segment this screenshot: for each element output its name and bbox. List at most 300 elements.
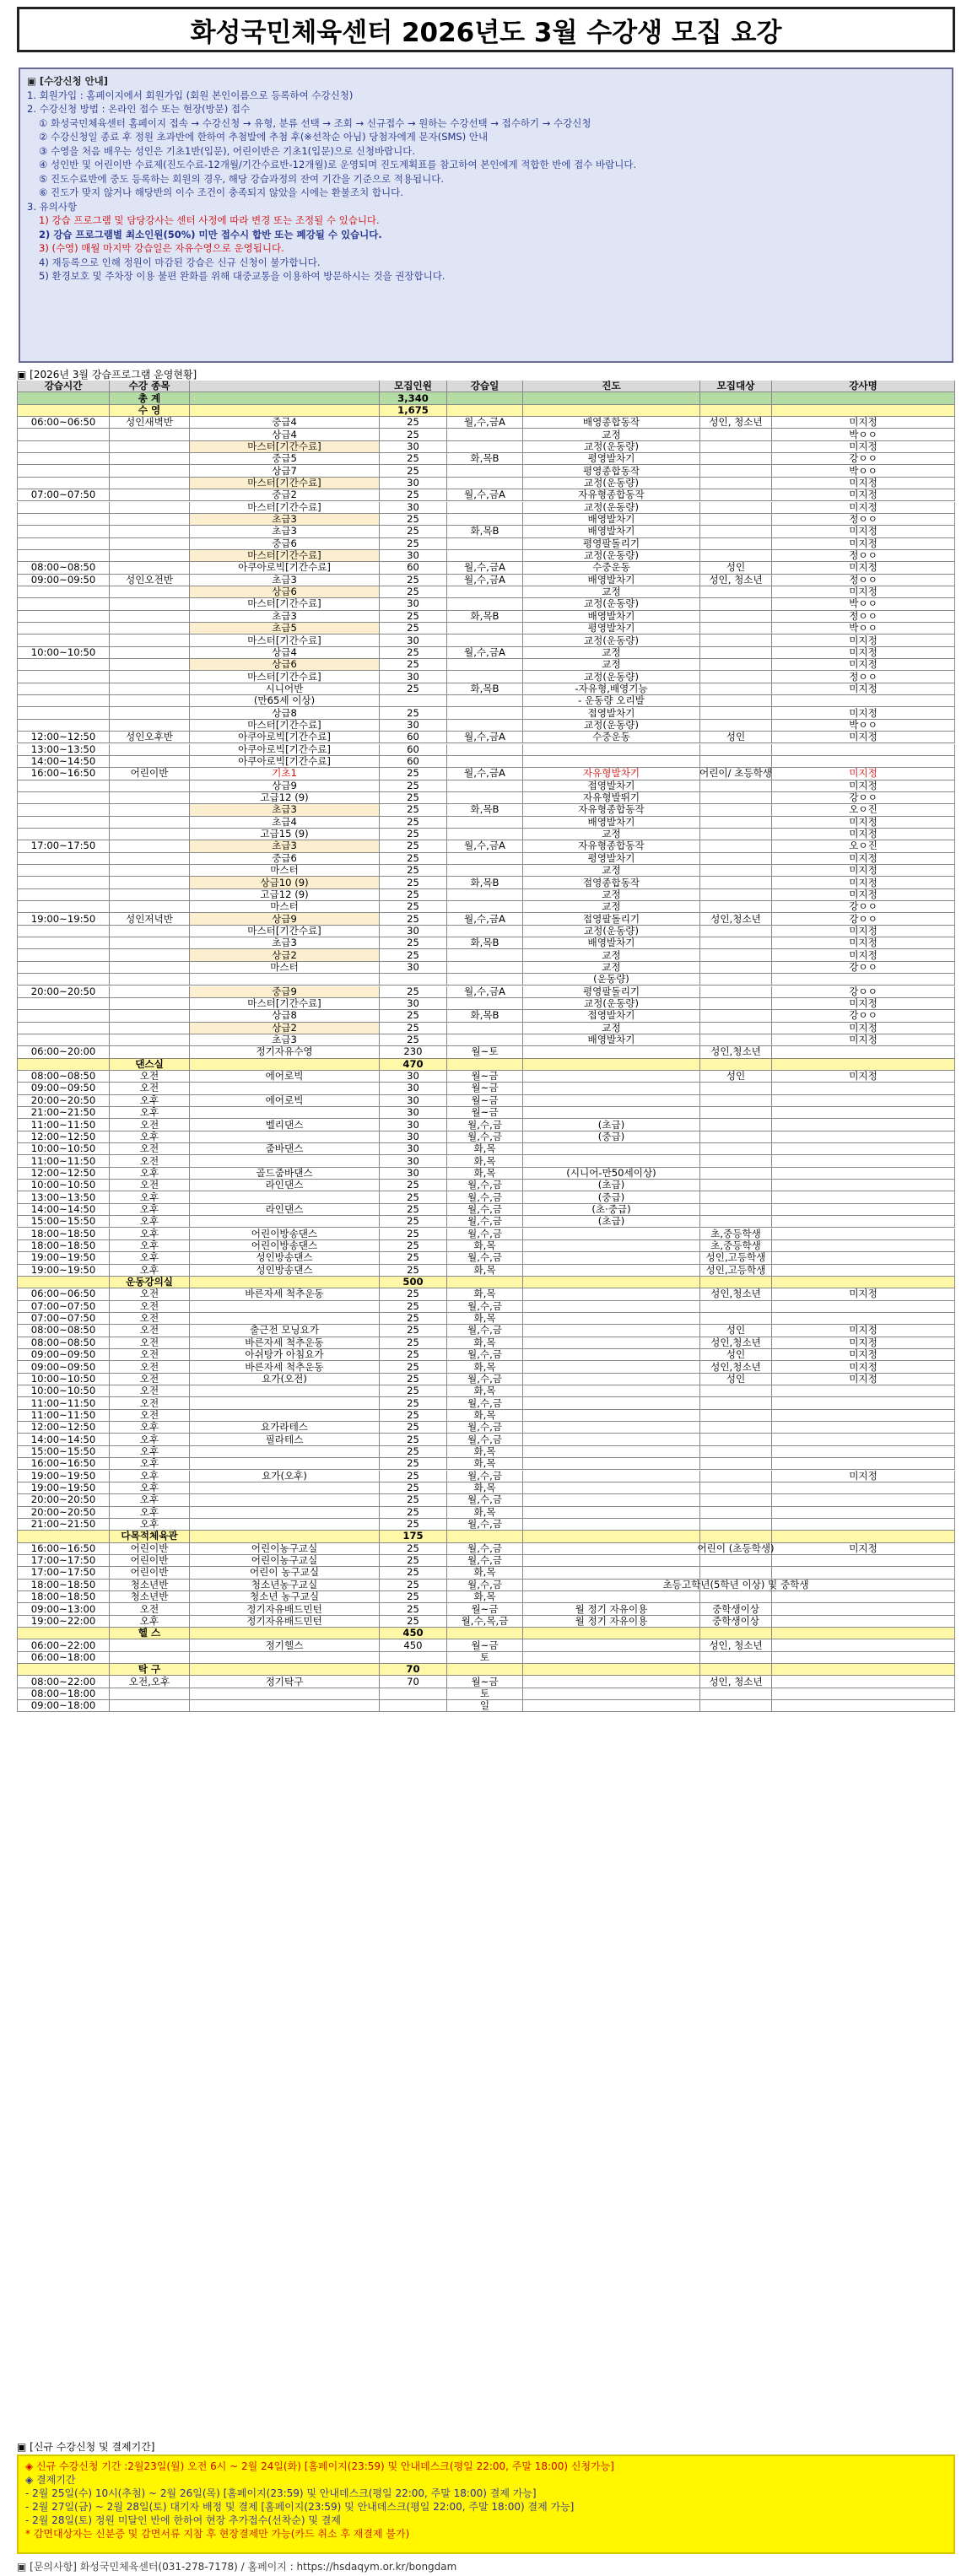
notice-line: 4) 재등록으로 인해 정원이 마감된 강습은 신규 신청이 불가합니다. <box>39 256 321 268</box>
capacity-cell: 25 <box>380 1422 447 1434</box>
time-cell <box>17 780 110 792</box>
progress-cell: 월 정기 자유이용 <box>523 1616 700 1628</box>
capacity-cell: 25 <box>380 817 447 829</box>
group-cell: 오후 <box>110 1204 190 1216</box>
progress-cell <box>523 1494 700 1506</box>
capacity-cell: 25 <box>380 1301 447 1313</box>
progress-cell: 배영발차기 <box>523 817 700 829</box>
capacity-cell: 25 <box>380 489 447 501</box>
group-cell <box>110 1010 190 1022</box>
table-row <box>17 1131 955 1143</box>
target-cell <box>700 1422 772 1434</box>
capacity-cell: 25 <box>380 465 447 477</box>
time-cell <box>17 937 110 949</box>
days-cell <box>447 1059 523 1071</box>
progress-cell <box>523 1531 700 1542</box>
instructor-cell <box>772 1410 955 1422</box>
group-cell: 어린이반 <box>110 1555 190 1567</box>
instructor-cell: 미지정 <box>772 478 955 489</box>
days-cell: 화,목 <box>447 1458 523 1470</box>
time-cell: 08:00~22:00 <box>17 1676 110 1688</box>
days-cell: 화,목 <box>447 1337 523 1349</box>
course-cell <box>190 1313 380 1325</box>
days-cell <box>447 949 523 961</box>
course-cell <box>190 1385 380 1397</box>
progress-cell: 배영발차기 <box>523 514 700 526</box>
table-row <box>17 1216 955 1228</box>
capacity-cell: 25 <box>380 865 447 877</box>
group-cell <box>110 586 190 598</box>
course-cell <box>190 405 380 417</box>
target-cell <box>700 1191 772 1203</box>
days-cell <box>447 538 523 550</box>
target-cell <box>700 877 772 888</box>
instructor-cell <box>772 1240 955 1252</box>
time-cell: 11:00~11:50 <box>17 1119 110 1131</box>
notice-line: 2) 강습 프로그램별 최소인원(50%) 미만 접수시 합반 또는 폐강될 수 있습니다. <box>39 228 382 240</box>
instructor-cell <box>772 1567 955 1579</box>
instructor-cell <box>772 1385 955 1397</box>
table-row <box>17 1265 955 1277</box>
time-cell <box>17 1277 110 1288</box>
progress-cell: 교정(운동량) <box>523 998 700 1010</box>
instructor-cell: 미지정 <box>772 877 955 888</box>
days-cell: 월,수,금A <box>447 647 523 659</box>
group-cell <box>110 671 190 683</box>
instructor-cell <box>772 1676 955 1688</box>
instructor-cell <box>772 1143 955 1155</box>
time-cell <box>17 1010 110 1022</box>
group-cell: 어린이반 <box>110 768 190 780</box>
progress-cell <box>523 1095 700 1107</box>
group-cell: 오후 <box>110 1229 190 1240</box>
days-cell <box>447 707 523 719</box>
apply-line: - 2월 25일(수) 10시(추첨) ~ 2월 26일(목) [홈페이지(23:59) 및 안내데스크(평일 22:00, 주말 18:00) 결제 가능] <box>25 2487 537 2499</box>
time-cell: 10:00~10:50 <box>17 647 110 659</box>
instructor-cell: 미지정 <box>772 780 955 792</box>
days-cell <box>447 478 523 489</box>
notice-line: ③ 수영을 처음 배우는 성인은 기초1반(입문), 어린이반은 기초1(입문)으로 신청바랍니다. <box>39 144 416 157</box>
target-cell <box>700 1434 772 1445</box>
instructor-cell <box>772 1252 955 1264</box>
table-row <box>17 1410 955 1422</box>
table-row <box>17 562 955 574</box>
table-row <box>17 1119 955 1131</box>
table-row <box>17 1555 955 1567</box>
group-cell <box>110 623 190 635</box>
progress-cell <box>523 405 700 417</box>
target-cell <box>700 1301 772 1313</box>
instructor-cell <box>772 1046 955 1058</box>
course-cell: 고급15 (9) <box>190 829 380 840</box>
group-cell: 오전 <box>110 1180 190 1191</box>
progress-cell: 배영발차기 <box>523 526 700 537</box>
capacity-cell: 25 <box>380 417 447 429</box>
course-cell: 상급2 <box>190 949 380 961</box>
course-cell: 마스터[기간수료] <box>190 502 380 514</box>
table-row <box>17 1616 955 1628</box>
progress-cell: - 운동량 오리발 <box>523 695 700 707</box>
days-cell: 월,수,금 <box>447 1519 523 1531</box>
notice-line: ⑤ 진도수료반에 중도 등록하는 회원의 경우, 해당 강습과정의 잔여 기간을 기준으로 적용됩니다. <box>39 172 444 185</box>
progress-cell: 평영발차기 <box>523 623 700 635</box>
course-cell: 성인방송댄스 <box>190 1252 380 1264</box>
progress-cell <box>523 1240 700 1252</box>
time-cell <box>17 623 110 635</box>
days-cell <box>447 829 523 840</box>
instructor-cell: 박ㅇㅇ <box>772 429 955 440</box>
instructor-cell <box>772 1555 955 1567</box>
target-cell <box>700 1446 772 1458</box>
time-cell: 11:00~11:50 <box>17 1410 110 1422</box>
time-cell: 09:00~09:50 <box>17 1083 110 1094</box>
days-cell: 화,목 <box>447 1567 523 1579</box>
course-cell: 아쿠아로빅[기간수료] <box>190 744 380 756</box>
days-cell: 월,수,금 <box>447 1252 523 1264</box>
days-cell: 화,목B <box>447 611 523 623</box>
target-cell: 초,중등학생 <box>700 1240 772 1252</box>
group-cell: 오후 <box>110 1095 190 1107</box>
target-cell <box>700 937 772 949</box>
time-cell <box>17 926 110 937</box>
group-cell <box>110 817 190 829</box>
days-cell <box>447 792 523 804</box>
course-cell <box>190 1446 380 1458</box>
capacity-cell: 25 <box>380 1603 447 1615</box>
group-cell: 성인새벽반 <box>110 417 190 429</box>
time-cell: 07:00~07:50 <box>17 1301 110 1313</box>
time-cell <box>17 502 110 514</box>
days-cell: 화,목 <box>447 1410 523 1422</box>
progress-cell <box>523 1385 700 1397</box>
progress-cell <box>523 392 700 404</box>
days-cell <box>447 756 523 768</box>
progress-cell: (중급) <box>523 1191 700 1203</box>
time-cell: 06:00~20:00 <box>17 1046 110 1058</box>
progress-cell <box>523 1676 700 1688</box>
days-cell <box>447 780 523 792</box>
schedule-table <box>17 381 955 1713</box>
days-cell <box>447 659 523 671</box>
instructor-cell <box>772 1664 955 1676</box>
time-cell <box>17 441 110 453</box>
group-cell: 오전 <box>110 1083 190 1094</box>
capacity-cell: 25 <box>380 647 447 659</box>
capacity-cell: 25 <box>380 1325 447 1337</box>
course-cell: 마스터[기간수료] <box>190 598 380 610</box>
course-cell: 어린이농구교실 <box>190 1543 380 1555</box>
time-cell: 08:00~08:50 <box>17 1071 110 1083</box>
progress-cell: 접영발차기 <box>523 780 700 792</box>
capacity-cell: 25 <box>380 1337 447 1349</box>
table-row <box>17 1155 955 1167</box>
days-cell: 월,수,금 <box>447 1180 523 1191</box>
target-cell <box>700 429 772 440</box>
table-row <box>17 1313 955 1325</box>
group-cell <box>110 792 190 804</box>
course-cell: 상급6 <box>190 586 380 598</box>
progress-cell <box>523 1313 700 1325</box>
target-cell <box>700 1143 772 1155</box>
target-cell <box>700 1385 772 1397</box>
table-row <box>17 1034 955 1046</box>
target-cell <box>700 829 772 840</box>
progress-cell: 교정(운동량) <box>523 926 700 937</box>
progress-cell <box>523 1555 700 1567</box>
instructor-cell <box>772 1422 955 1434</box>
instructor-cell: 미지정 <box>772 998 955 1010</box>
progress-cell: 교정 <box>523 586 700 598</box>
progress-cell: 자유형종합동작 <box>523 840 700 852</box>
days-cell: 화,목 <box>447 1265 523 1277</box>
time-cell: 12:00~12:50 <box>17 1422 110 1434</box>
time-cell <box>17 804 110 816</box>
table-row <box>17 1688 955 1700</box>
group-cell <box>110 598 190 610</box>
capacity-cell: 25 <box>380 1567 447 1579</box>
group-cell: 오후 <box>110 1131 190 1143</box>
progress-cell: 교정 <box>523 949 700 961</box>
group-cell <box>110 683 190 695</box>
group-cell <box>110 889 190 901</box>
target-cell <box>700 489 772 501</box>
time-cell: 17:00~17:50 <box>17 1567 110 1579</box>
time-cell: 12:00~12:50 <box>17 1168 110 1180</box>
course-cell: 중급9 <box>190 986 380 998</box>
target-cell <box>700 962 772 974</box>
days-cell: 화,목 <box>447 1446 523 1458</box>
days-cell <box>447 623 523 635</box>
group-cell: 오전 <box>110 1349 190 1361</box>
group-cell: 오전 <box>110 1301 190 1313</box>
group-cell <box>110 926 190 937</box>
group-cell <box>110 647 190 659</box>
progress-cell: 진도 <box>523 381 700 392</box>
target-cell <box>700 974 772 986</box>
progress-cell <box>523 1652 700 1664</box>
progress-cell: 자유형발뛰기 <box>523 792 700 804</box>
group-cell: 오후 <box>110 1168 190 1180</box>
table-row <box>17 1397 955 1409</box>
target-cell <box>700 1180 772 1191</box>
days-cell <box>447 720 523 732</box>
capacity-cell: 25 <box>380 1543 447 1555</box>
group-cell: 오전 <box>110 1288 190 1300</box>
course-cell: 에어로빅 <box>190 1095 380 1107</box>
group-cell <box>110 635 190 646</box>
target-cell <box>700 1083 772 1094</box>
capacity-cell: 25 <box>380 1458 447 1470</box>
target-cell <box>700 1652 772 1664</box>
course-cell: 청소년 농구교실 <box>190 1591 380 1603</box>
instructor-cell: 미지정 <box>772 538 955 550</box>
time-cell <box>17 1531 110 1542</box>
instructor-cell <box>772 1204 955 1216</box>
table-row <box>17 1191 955 1203</box>
table-row <box>17 1204 955 1216</box>
target-cell: 성인,청소년 <box>700 1361 772 1373</box>
capacity-cell: 25 <box>380 804 447 816</box>
table-caption: ▣ [2026년 3월 강습프로그램 운영현황] <box>17 369 197 381</box>
instructor-cell <box>772 1301 955 1313</box>
target-cell <box>700 1168 772 1180</box>
progress-cell: 교정 <box>523 962 700 974</box>
target-cell <box>700 889 772 901</box>
days-cell: 월,수,금 <box>447 1422 523 1434</box>
target-cell: 성인, 청소년 <box>700 1639 772 1651</box>
target-cell <box>700 1519 772 1531</box>
progress-cell <box>523 1397 700 1409</box>
course-cell: 골드줌바댄스 <box>190 1168 380 1180</box>
instructor-cell: 미지정 <box>772 1349 955 1361</box>
progress-cell <box>523 1301 700 1313</box>
target-cell: 성인 <box>700 1325 772 1337</box>
progress-cell: (초·중급) <box>523 1204 700 1216</box>
time-cell <box>17 865 110 877</box>
days-cell: 월,수,금 <box>447 1191 523 1203</box>
days-cell <box>447 695 523 707</box>
table-row <box>17 1422 955 1434</box>
group-cell: 오후 <box>110 1616 190 1628</box>
instructor-cell: 정ㅇㅇ <box>772 550 955 562</box>
page-title: 화성국민체육센터 2026년도 3월 수강생 모집 요강 <box>17 7 955 52</box>
days-cell: 화,목 <box>447 1385 523 1397</box>
days-cell: 화,목 <box>447 1313 523 1325</box>
instructor-cell <box>772 1191 955 1203</box>
course-cell <box>190 1482 380 1494</box>
instructor-cell: 미지정 <box>772 683 955 695</box>
group-cell <box>110 478 190 489</box>
target-cell <box>700 707 772 719</box>
group-cell <box>110 1046 190 1058</box>
capacity-cell: 25 <box>380 1507 447 1519</box>
time-cell: 10:00~10:50 <box>17 1143 110 1155</box>
course-cell: 아쿠아로빅[기간수료] <box>190 756 380 768</box>
days-cell: 월,수,금 <box>447 1301 523 1313</box>
table-row <box>17 901 955 913</box>
course-cell: 어린이농구교실 <box>190 1555 380 1567</box>
table-row <box>17 453 955 465</box>
group-cell <box>110 1688 190 1700</box>
progress-cell: 교정(운동량) <box>523 441 700 453</box>
capacity-cell: 25 <box>380 1591 447 1603</box>
capacity-cell: 25 <box>380 1410 447 1422</box>
days-cell: 월,수,금 <box>447 1494 523 1506</box>
time-cell: 16:00~16:50 <box>17 1543 110 1555</box>
target-cell <box>700 986 772 998</box>
capacity-cell: 30 <box>380 550 447 562</box>
progress-cell: 수중운동 <box>523 732 700 743</box>
table-row <box>17 478 955 489</box>
target-cell <box>700 586 772 598</box>
days-cell <box>447 392 523 404</box>
group-cell: 오전 <box>110 1385 190 1397</box>
days-cell <box>447 465 523 477</box>
group-cell <box>110 756 190 768</box>
progress-cell <box>523 1374 700 1385</box>
time-cell: 강습시간 <box>17 381 110 392</box>
group-cell <box>110 853 190 865</box>
table-row <box>17 1580 955 1591</box>
time-cell <box>17 514 110 526</box>
progress-cell: 월 정기 자유이용 <box>523 1603 700 1615</box>
notice-header: ▣ [수강신청 안내] <box>27 75 109 87</box>
course-cell: 벨리댄스 <box>190 1119 380 1131</box>
days-cell <box>447 974 523 986</box>
instructor-cell: 미지정 <box>772 659 955 671</box>
instructor-cell <box>772 1180 955 1191</box>
capacity-cell: 25 <box>380 1240 447 1252</box>
capacity-cell: 25 <box>380 1010 447 1022</box>
course-cell <box>190 1664 380 1676</box>
capacity-cell <box>380 695 447 707</box>
time-cell <box>17 695 110 707</box>
progress-cell <box>523 1422 700 1434</box>
days-cell <box>447 1664 523 1676</box>
target-cell: 성인,청소년 <box>700 1337 772 1349</box>
instructor-cell <box>772 1277 955 1288</box>
table-row <box>17 1591 955 1603</box>
instructor-cell: 강ㅇㅇ <box>772 962 955 974</box>
progress-cell: 평영발차기 <box>523 453 700 465</box>
capacity-cell: 25 <box>380 1313 447 1325</box>
days-cell: 월,수,금 <box>447 1543 523 1555</box>
instructor-cell <box>772 405 955 417</box>
instructor-cell <box>772 1688 955 1700</box>
target-cell <box>700 1155 772 1167</box>
table-row <box>17 683 955 695</box>
progress-cell: -자유형,배영기능 <box>523 683 700 695</box>
course-cell: 마스터 <box>190 901 380 913</box>
time-cell: 19:00~19:50 <box>17 913 110 925</box>
table-row <box>17 441 955 453</box>
capacity-cell: 25 <box>380 1519 447 1531</box>
days-cell: 월,수,금A <box>447 768 523 780</box>
table-row <box>17 732 955 743</box>
capacity-cell: 25 <box>380 829 447 840</box>
instructor-cell <box>772 1119 955 1131</box>
capacity-cell <box>380 974 447 986</box>
progress-cell <box>523 1628 700 1639</box>
table-row <box>17 1494 955 1506</box>
target-cell <box>700 949 772 961</box>
progress-cell: 교정 <box>523 889 700 901</box>
course-cell: 마스터[기간수료] <box>190 926 380 937</box>
course-cell: 줌바댄스 <box>190 1143 380 1155</box>
course-cell: 초급4 <box>190 817 380 829</box>
days-cell <box>447 502 523 514</box>
capacity-cell: 70 <box>380 1664 447 1676</box>
target-cell: 성인 <box>700 562 772 574</box>
capacity-cell: 470 <box>380 1059 447 1071</box>
progress-cell <box>523 1410 700 1422</box>
days-cell <box>447 998 523 1010</box>
group-cell <box>110 877 190 888</box>
instructor-cell: 미지정 <box>772 526 955 537</box>
table-row <box>17 1301 955 1313</box>
capacity-cell: 25 <box>380 1216 447 1228</box>
capacity-cell: 25 <box>380 683 447 695</box>
progress-cell: 교정 <box>523 659 700 671</box>
table-row <box>17 1543 955 1555</box>
progress-cell: 자유형종합동작 <box>523 804 700 816</box>
target-cell <box>700 792 772 804</box>
target-cell <box>700 1555 772 1567</box>
target-cell: 성인,고등학생 <box>700 1252 772 1264</box>
progress-cell <box>523 1471 700 1482</box>
group-cell: 성인오전반 <box>110 575 190 586</box>
progress-cell <box>523 1277 700 1288</box>
